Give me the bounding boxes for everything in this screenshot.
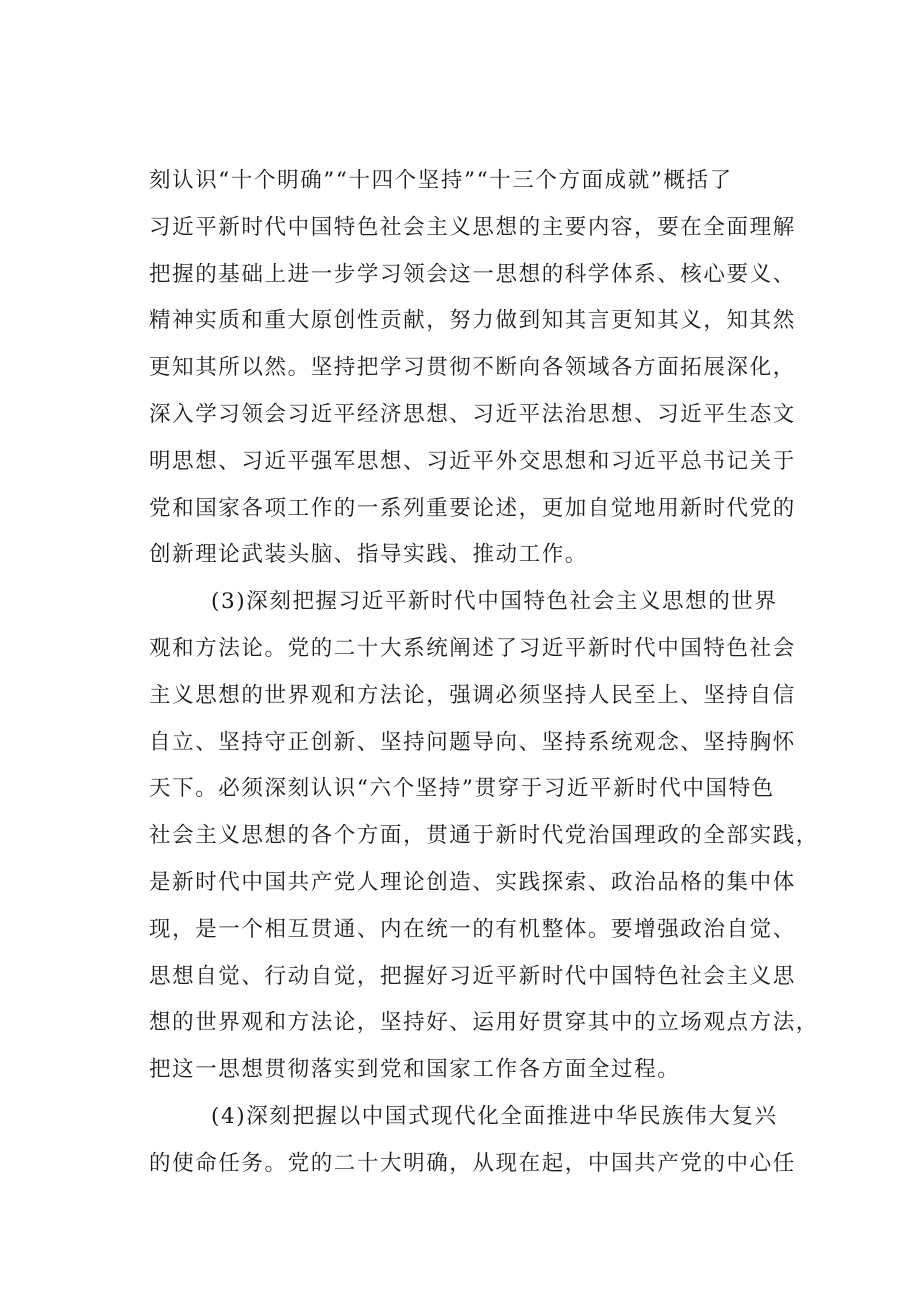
section-heading-line: (4)深刻把握以中国式现代化全面推进中华民族伟大复兴 bbox=[211, 1103, 778, 1129]
paragraph-line: 精神实质和重大原创性贡献，努力做到知其言更知其义，知其然 bbox=[149, 308, 796, 334]
document-body bbox=[149, 158, 819, 1188]
section-heading-line: (3)深刻把握习近平新时代中国特色社会主义思想的世界 bbox=[211, 589, 778, 615]
paragraph-line: 社会主义思想的各个方面，贯通于新时代党治国理政的全部实践， bbox=[149, 823, 819, 849]
paragraph-line: 深入学习领会习近平经济思想、习近平法治思想、习近平生态文 bbox=[149, 401, 796, 427]
paragraph-line: 明思想、习近平强军思想、习近平外交思想和习近平总书记关于 bbox=[149, 448, 796, 474]
paragraph-line: 党和国家各项工作的一系列重要论述，更加自觉地用新时代党的 bbox=[149, 495, 796, 521]
paragraph-line: 刻认识“十个明确”“十四个坚持”“十三个方面成就”概括了 bbox=[149, 168, 733, 193]
paragraph-line: 现，是一个相互贯通、内在统一的有机整体。要增强政治自觉、 bbox=[149, 916, 796, 942]
paragraph-line: 更知其所以然。坚持把学习贯彻不断向各领域各方面拓展深化， bbox=[149, 355, 796, 381]
paragraph-line: 的使命任务。党的二十大明确，从现在起，中国共产党的中心任 bbox=[149, 1150, 796, 1176]
paragraph-line: 习近平新时代中国特色社会主义思想的主要内容，要在全面理解 bbox=[149, 214, 796, 240]
paragraph-line: 是新时代中国共产党人理论创造、实践探索、政治品格的集中体 bbox=[149, 869, 796, 895]
paragraph-line: 观和方法论。党的二十大系统阐述了习近平新时代中国特色社会 bbox=[149, 635, 796, 661]
paragraph-line: 把握的基础上进一步学习领会这一思想的科学体系、核心要义、 bbox=[149, 261, 796, 287]
paragraph-line: 把这一思想贯彻落实到党和国家工作各方面全过程。 bbox=[149, 1057, 681, 1083]
paragraph-line: 创新理论武装头脑、指导实践、推动工作。 bbox=[149, 542, 588, 568]
paragraph-line: 自立、坚持守正创新、坚持问题导向、坚持系统观念、坚持胸怀 bbox=[149, 729, 796, 755]
paragraph-line: 想的世界观和方法论，坚持好、运用好贯穿其中的立场观点方法， bbox=[149, 1010, 819, 1036]
paragraph-line: 主义思想的世界观和方法论，强调必须坚持人民至上、坚持自信 bbox=[149, 682, 796, 708]
paragraph-line: 思想自觉、行动自觉，把握好习近平新时代中国特色社会主义思 bbox=[149, 963, 796, 989]
paragraph-line: 天下。必须深刻认识“六个坚持”贯穿于习近平新时代中国特色 bbox=[149, 776, 775, 802]
